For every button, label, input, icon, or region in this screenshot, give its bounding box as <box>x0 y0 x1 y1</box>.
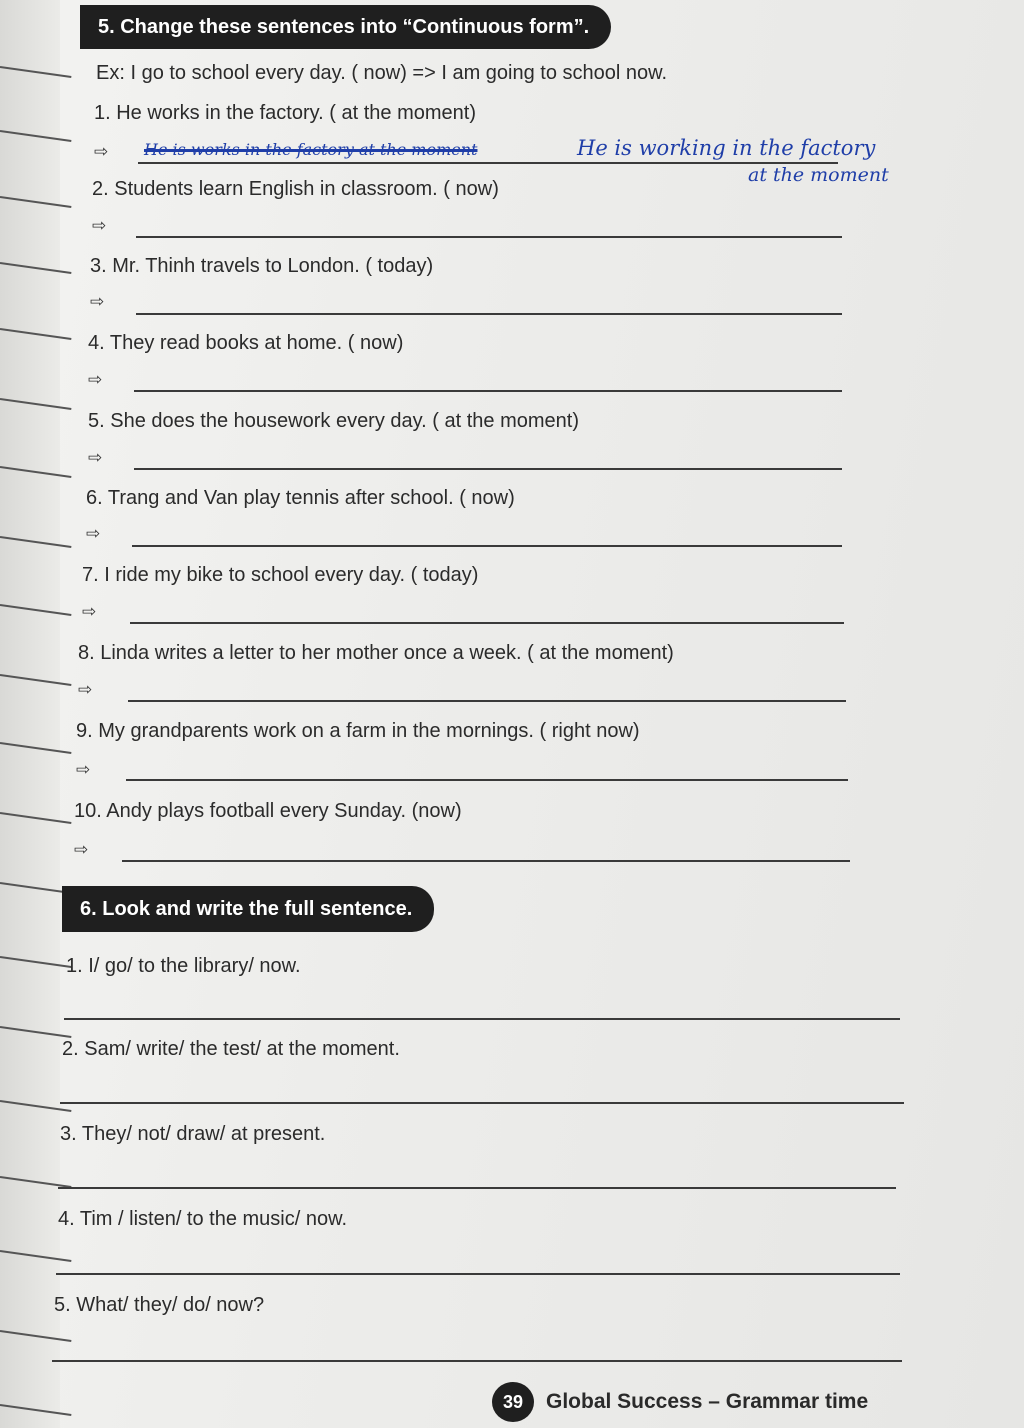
exercise-6-item-2: 2. Sam/ write/ the test/ at the moment. <box>62 1038 400 1060</box>
exercise-6-answer-line-3[interactable] <box>58 1187 896 1189</box>
answer-line-2[interactable] <box>136 236 842 238</box>
page-footer <box>492 1382 868 1422</box>
crossed-out-answer: He is works in the factory at the moment <box>144 140 478 159</box>
answer-line-7[interactable] <box>130 622 844 624</box>
notebook-binding <box>0 0 60 1428</box>
exercise-5-item-1: 1. He works in the factory. ( at the moment) <box>94 102 476 124</box>
exercise-6-item-1: 1. I/ go/ to the library/ now. <box>66 955 301 977</box>
exercise-5-item-5: 5. She does the housework every day. ( at the moment) <box>88 410 579 432</box>
arrow-icon: ⇨ <box>74 840 89 860</box>
exercise-6-header: 6. Look and write the full sentence. <box>62 886 434 932</box>
handwritten-answer-line-2: at the moment <box>748 164 889 186</box>
exercise-6-item-3: 3. They/ not/ draw/ at present. <box>60 1123 326 1145</box>
arrow-icon: ⇨ <box>88 370 103 390</box>
exercise-5-item-10: 10. Andy plays football every Sunday. (now) <box>74 800 462 822</box>
arrow-icon: ⇨ <box>92 216 107 236</box>
exercise-6-answer-line-5[interactable] <box>52 1360 902 1362</box>
answer-line-3[interactable] <box>136 313 842 315</box>
answer-line-5[interactable] <box>134 468 842 470</box>
answer-line-6[interactable] <box>132 545 842 547</box>
answer-line-10[interactable] <box>122 860 850 862</box>
exercise-6-answer-line-2[interactable] <box>60 1102 904 1104</box>
arrow-icon: ⇨ <box>78 680 93 700</box>
book-title: Global Success – Grammar time <box>546 1390 869 1413</box>
answer-line-4[interactable] <box>134 390 842 392</box>
arrow-icon: ⇨ <box>82 602 97 622</box>
arrow-icon: ⇨ <box>76 760 91 780</box>
handwritten-answer-line-1: He is working in the factory <box>577 136 876 160</box>
answer-line-1[interactable] <box>138 162 838 164</box>
exercise-6-item-4: 4. Tim / listen/ to the music/ now. <box>58 1208 348 1230</box>
exercise-5-item-2: 2. Students learn English in classroom. ( now) <box>92 178 499 200</box>
exercise-5-item-4: 4. They read books at home. ( now) <box>88 332 404 354</box>
page-number-badge: 39 <box>492 1382 534 1422</box>
arrow-icon: ⇨ <box>86 524 101 544</box>
answer-line-8[interactable] <box>128 700 846 702</box>
exercise-5-item-3: 3. Mr. Thinh travels to London. ( today) <box>90 255 434 277</box>
arrow-icon: ⇨ <box>88 448 103 468</box>
answer-line-9[interactable] <box>126 779 848 781</box>
arrow-icon: ⇨ <box>90 292 105 312</box>
exercise-5-item-9: 9. My grandparents work on a farm in the mornings. ( right now) <box>76 720 640 742</box>
exercise-6-item-5: 5. What/ they/ do/ now? <box>54 1294 265 1316</box>
arrow-icon: ⇨ <box>94 142 109 162</box>
exercise-5-header: 5. Change these sentences into “Continuous form”. <box>80 5 611 49</box>
exercise-6-answer-line-4[interactable] <box>56 1273 900 1275</box>
exercise-5-item-6: 6. Trang and Van play tennis after school. ( now) <box>86 487 515 509</box>
exercise-6-answer-line-1[interactable] <box>64 1018 900 1020</box>
exercise-5-item-8: 8. Linda writes a letter to her mother once a week. ( at the moment) <box>78 642 674 664</box>
example-sentence: Ex: I go to school every day. ( now) => I am going to school now. <box>96 62 668 84</box>
exercise-5-item-7: 7. I ride my bike to school every day. ( today) <box>82 564 479 586</box>
